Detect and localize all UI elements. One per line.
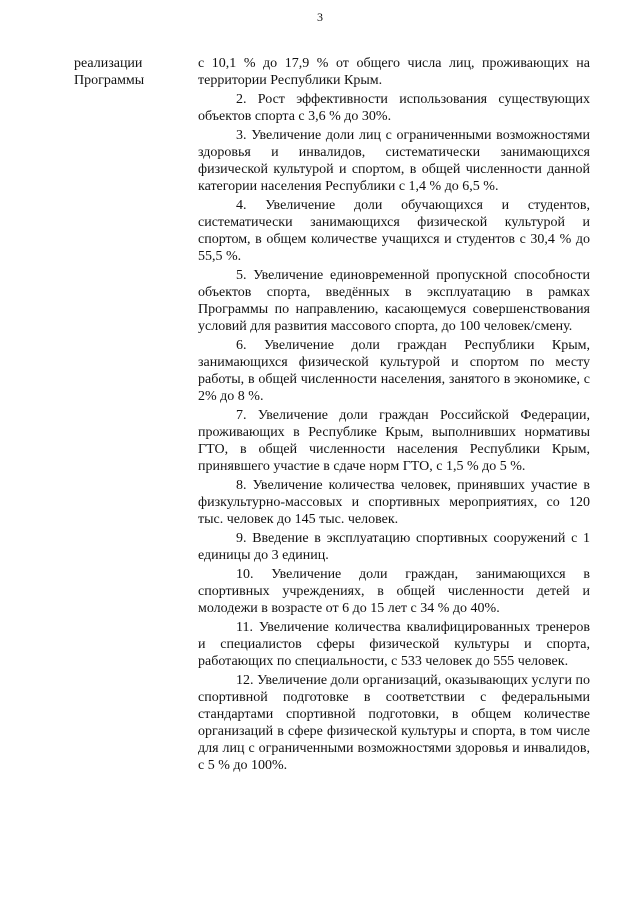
- paragraph-item-5: 5. Увеличение единовременной пропускной способности объектов спорта, введённых в эксплуатацию в рамках Программы по направлению, касающемуся совершенствования условий для развития массового спорта, до 100 человек/смену.: [198, 268, 590, 334]
- paragraph-item-12: 12. Увеличение доли организаций, оказывающих услуги по спортивной подготовке в соответствии с федеральными стандартами спортивной подготовки, в общем количестве организаций в сфере физической культуры и спорта, в том числе для лиц с ограниченными возможностями здоровья и инвалидов, с 5 % до 100%.: [198, 673, 590, 773]
- paragraph-item-4: 4. Увеличение доли обучающихся и студентов, систематически занимающихся физической культурой и спортом, в общем количестве учащихся и студентов с 30,4 % до 55,5 %.: [198, 198, 590, 264]
- paragraph-item-3: 3. Увеличение доли лиц с ограниченными возможностями здоровья и инвалидов, систематически занимающихся физической культурой и спортом, в общей численности данной категории населения Республики с 1,4 % до 6,5 %.: [198, 128, 590, 194]
- paragraph-item-6: 6. Увеличение доли граждан Республики Крым, занимающихся физической культурой и спортом по месту работы, в общей численности населения, занятого в экономике, с 2% до 8 %.: [198, 338, 590, 404]
- paragraph-item-8: 8. Увеличение количества человек, принявших участие в физкультурно-массовых и спортивных мероприятиях, со 120 тыс. человек до 145 тыс. человек.: [198, 478, 590, 527]
- paragraph-continuation: с 10,1 % до 17,9 % от общего числа лиц, проживающих на территории Республики Крым.: [198, 56, 590, 88]
- row-label-line-2: Программы: [74, 73, 145, 88]
- paragraph-item-11: 11. Увеличение количества квалифицированных тренеров и специалистов сферы физической культуры и спорта, работающих по специальности, с 533 человек до 555 человек.: [198, 620, 590, 669]
- paragraph-item-7: 7. Увеличение доли граждан Российской Федерации, проживающих в Республике Крым, выполнивших нормативы ГТО, в общей численности населения Республики Крым, принявшего участие в сдаче норм ГТО, с 1,5 % до 5 %.: [198, 408, 590, 474]
- row-label: [74, 55, 184, 89]
- row-label-line-1: реализации: [74, 56, 143, 71]
- paragraph-item-10: 10. Увеличение доли граждан, занимающихся в спортивных учреждениях, в общей численности детей и молодежи в возрасте от 6 до 15 лет с 34 % до 40%.: [198, 567, 590, 616]
- paragraph-item-2: 2. Рост эффективности использования существующих объектов спорта с 3,6 % до 30%.: [198, 92, 590, 124]
- results-list: [198, 55, 590, 776]
- page-number: 3: [317, 10, 323, 24]
- paragraph-item-9: 9. Введение в эксплуатацию спортивных сооружений с 1 единицы до 3 единиц.: [198, 531, 590, 563]
